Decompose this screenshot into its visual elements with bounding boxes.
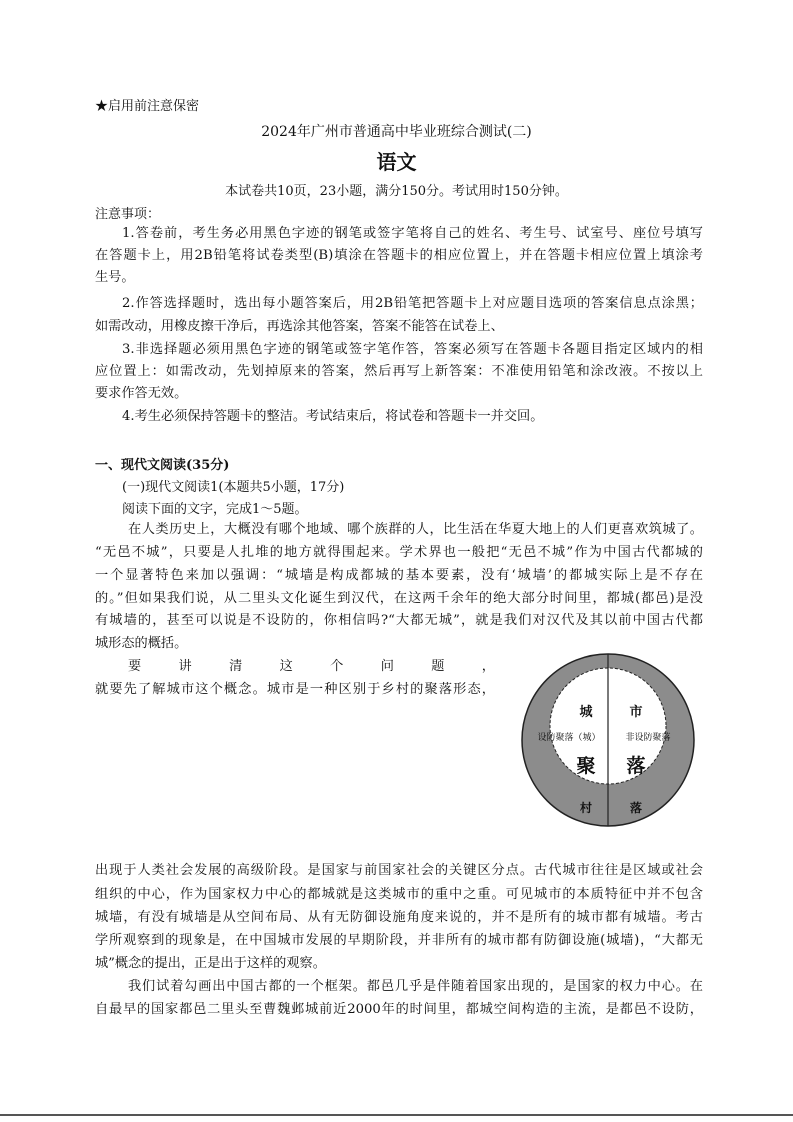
passage-line: 就要先了解城市这个概念。城市是一种区别于乡村的聚落形态，: [95, 682, 495, 697]
notice-line: 1.答卷前，考生务必用黑色字迹的钢笔或签字笔将自己的姓名、考生号、试室号、座位号填写: [122, 226, 703, 241]
label-luo: 落: [626, 755, 646, 777]
label-undefended: 非设防聚落: [625, 733, 671, 743]
exam-title: 2024年广州市普通高中毕业班综合测试(二): [261, 124, 532, 140]
passage-line: 组织的中心，作为国家权力中心的都城就是这类城市的重中之重。可见城市的本质特征中并不包含: [95, 887, 703, 902]
confidential-notice: ★启用前注意保密: [95, 99, 200, 114]
notice-line: 要求作答无效。: [95, 386, 188, 401]
passage-line: 有城墙的，甚至可以说是不设防的，你相信吗?“大都无城”，就是我们对汉代及其以前中国古代都: [95, 613, 703, 628]
passage-line: 自最早的国家都邑二里头至曹魏邺城前近2000年的时间里，都城空间构造的主流，是都邑不设防，: [95, 1002, 703, 1017]
passage-line: 我们试着勾画出中国古都的一个框架。都邑几乎是伴随着国家出现的，是国家的权力中心。在: [128, 979, 703, 994]
page-bottom-rule: [0, 1114, 793, 1116]
passage-line: 要 讲 清 这 个 问 题 ，: [128, 659, 495, 674]
notice-line: 4.考生必须保持答题卡的整洁。考试结束后，将试卷和答题卡一并交回。: [122, 409, 544, 424]
passage-line: 城形态的概括。: [95, 636, 188, 651]
passage-line: 城墙，有没有城墙是从空间布局、从有无防御设施角度来说的，并不是所有的城市都有城墙。考古: [95, 910, 703, 925]
settlement-diagram: [520, 652, 696, 828]
section-title: 一、现代文阅读(35分): [95, 458, 230, 473]
label-defended: 设防聚落（城）: [537, 733, 601, 743]
label-cheng: 城: [579, 705, 593, 720]
notice-title: 注意事项：: [95, 207, 161, 222]
subsection-title: (一)现代文阅读1(本题共5小题，17分): [122, 480, 345, 495]
notice-line: 3.非选择题必须用黑色字迹的钢笔或签字笔作答，答案必须写在答题卡各题目指定区域内的相: [122, 342, 703, 357]
passage-line: 学所观察到的现象是，在中国城市发展的早期阶段，并非所有的城市都有防御设施(城墙)，“大都无: [95, 933, 703, 948]
exam-info: 本试卷共10页，23小题，满分150分。考试用时150分钟。: [225, 184, 568, 199]
passage-line: 出现于人类社会发展的高级阶段。是国家与前国家社会的关键区分点。古代城市往往是区域或社会: [95, 863, 703, 878]
label-ju: 聚: [576, 755, 596, 777]
notice-line: 在答题卡上，用2B铅笔将试卷类型(B)填涂在答题卡的相应位置上，并在答题卡相应位置上填涂考: [95, 248, 703, 263]
passage-line: “无邑不城”，只要是人扎堆的地方就得围起来。学术界也一般把“无邑不城”作为中国古代都城的: [95, 545, 703, 560]
passage-line: 城”概念的提出，正是出于这样的观察。: [95, 956, 326, 971]
label-luo2: 落: [629, 801, 643, 815]
notice-line: 2.作答选择题时，选出每小题答案后，用2B铅笔把答题卡上对应题目选项的答案信息点涂黑；: [122, 296, 703, 311]
passage-line: 的。”但如果我们说，从二里头文化诞生到汉代，在这两千余年的绝大部分时间里，都城(都邑)是没: [95, 591, 703, 606]
notice-line: 生号。: [95, 270, 135, 285]
label-cun: 村: [579, 801, 593, 815]
notice-line: 如需改动，用橡皮擦干净后，再选涂其他答案，答案不能答在试卷上、: [95, 319, 504, 334]
instruction: 阅读下面的文字，完成1～5题。: [122, 502, 308, 517]
notice-line: 应位置上：如需改动，先划掉原来的答案，然后再写上新答案：不准使用铅笔和涂改液。不按以上: [95, 364, 703, 379]
label-shi: 市: [629, 705, 643, 720]
subject-title: 语文: [376, 150, 417, 174]
passage-line: 在人类历史上，大概没有哪个地域、哪个族群的人，比生活在华夏大地上的人们更喜欢筑城了。: [128, 522, 703, 537]
passage-line: 一个显著特色来加以强调：“城墙是构成都城的基本要素，没有‘城墙’的都城实际上是不存在: [95, 568, 703, 583]
